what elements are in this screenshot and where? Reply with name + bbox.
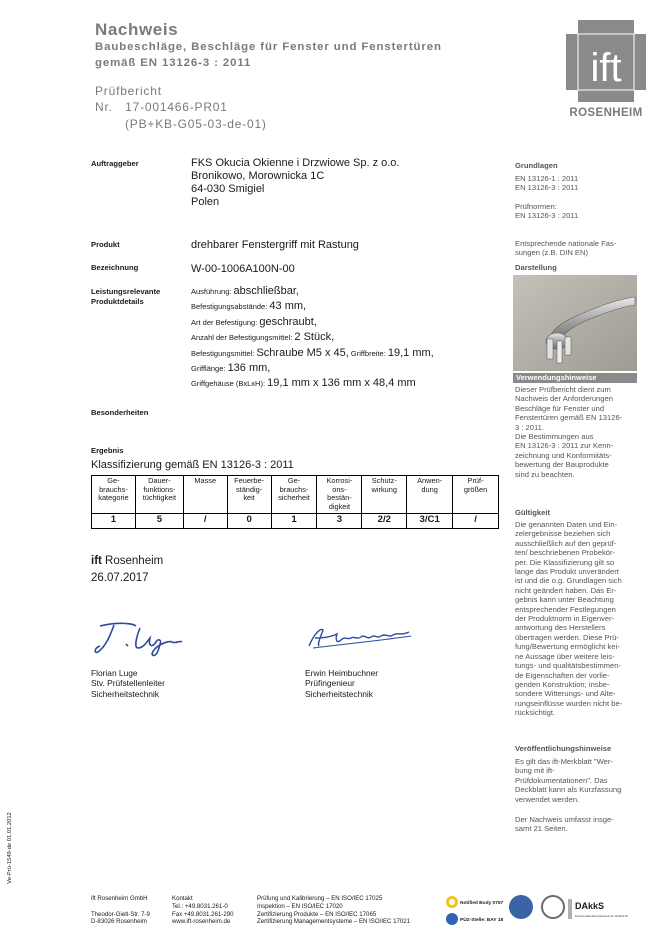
- sidebar-line: bung mit ift-: [515, 766, 555, 776]
- sidebar-line: Prüfdokumentationen". Das: [515, 775, 608, 785]
- performance-label-line: Produktdetails: [91, 297, 144, 306]
- sidebar-line: verwendet werden.: [515, 794, 580, 804]
- value-cell: 5: [135, 513, 183, 528]
- footer-line: Kontakt: [172, 895, 193, 902]
- issuer: [91, 555, 163, 567]
- header-cell: Dauer- funktions- tüchtigkeit: [135, 476, 183, 514]
- sidebar-line: ne Aussage über weitere leis-: [515, 651, 615, 661]
- sidebar-line: Die Bestimmungen aus: [515, 432, 594, 442]
- footer-line: www.ift-rosenheim.de: [172, 918, 231, 926]
- sidebar-line: Nachweis der Anforderungen: [515, 394, 613, 404]
- footer-line: Zertifizierung Managementsysteme – EN ISO/IEC 17021: [257, 918, 411, 926]
- header-cell: Masse: [183, 476, 227, 514]
- sidebar-line: zelergebnisse beziehen sich: [515, 529, 611, 539]
- sidebar-line: rungseinflüsse wurden nicht be-: [515, 698, 623, 708]
- art-value: geschraubt,: [259, 315, 317, 328]
- document-title: Nachweis: [95, 20, 179, 39]
- sidebar-line: Die genannten Daten und Ein-: [515, 520, 618, 529]
- sidebar-line: genden Konstruktion; insbe-: [515, 679, 610, 689]
- sidebar-line: Es gilt das ift-Merkblatt "Wer-: [515, 757, 613, 766]
- sidebar-line: Fenstertüren gemäß EN 13126-: [515, 413, 623, 423]
- sidebar-line: der Produktnorm in Eigenver-: [515, 614, 615, 624]
- anzahl-value: 2 Stück,: [294, 331, 335, 344]
- anzahl-label: Anzahl der Befestigungsmittel:: [191, 333, 293, 343]
- result-label: Ergebnis: [91, 446, 124, 455]
- designation-value: W-00-1006A100N-00: [191, 263, 295, 275]
- sidebar-line: fung/Bewertung ermöglicht kei-: [515, 642, 620, 652]
- product-value: drehbarer Fenstergriff mit Rastung: [191, 239, 359, 251]
- report-label: Prüfbericht: [95, 84, 162, 98]
- sidebar-line: per. Die Klassifizierung gilt so: [515, 557, 615, 567]
- notified-body-badge: [444, 890, 504, 930]
- signer-right: [305, 668, 378, 699]
- notified-body-text: Notified Body 0757: [460, 901, 504, 906]
- header-cell: Ge- brauchs- kategorie: [92, 476, 136, 514]
- sidebar-line: nicht geändert haben. Das Er-: [515, 585, 617, 595]
- sidebar-national: [515, 239, 616, 258]
- header-cell: Korrosi- ons- bestän- digkeit: [317, 476, 362, 514]
- footer-line: Prüfung und Kalibrierung – EN ISO/IEC 17025: [257, 895, 383, 902]
- header-cell: Schutz- wirkung: [362, 476, 407, 514]
- header-cell: Anwen- dung: [407, 476, 453, 514]
- dakks-badge: [568, 895, 628, 925]
- sidebar-verwendung: [515, 385, 622, 479]
- sidebar-line: de Eigenschaften der vorlie-: [515, 670, 610, 680]
- footer-address: [91, 895, 150, 926]
- footer-line: D-83026 Rosenheim: [91, 918, 147, 926]
- laenge-value: 136 mm,: [227, 362, 271, 375]
- value-cell: 1: [271, 513, 317, 528]
- laenge-label: Grifflänge:: [191, 364, 226, 374]
- footer-accreditation: [257, 895, 410, 926]
- value-cell: 2/2: [362, 513, 407, 528]
- sidebar-line: ten/ beschriebenen Probekör-: [515, 548, 616, 558]
- client-line: Bronikowo, Morownicka 1C: [191, 170, 325, 182]
- header-cell: Feuerbe- ständig- keit: [227, 476, 271, 514]
- signer-left: [91, 668, 165, 699]
- dakks-sub-text: Deutsche Akkreditierungsstelle D-PL-11149-01-00: [575, 915, 628, 918]
- sidebar-line: bewertung der Bauprodukte: [515, 460, 609, 470]
- sidebar-line: Deckblatt kann als Kurzfassung: [515, 785, 622, 795]
- mittel-value: Schraube M5 x 45,: [256, 346, 349, 359]
- logo-letters: ift: [590, 46, 622, 90]
- client-line: Polen: [191, 196, 220, 208]
- sidebar-line: EN 13126-3 : 2011: [515, 183, 579, 193]
- footer-line: Tel.: +49.8031.261-0: [172, 902, 228, 910]
- designation-label: Bezeichnung: [91, 263, 139, 272]
- sidebar-gueltigkeit-title: Gültigkeit: [515, 508, 551, 517]
- footer-line: Fax +49.8031.261-290: [172, 910, 234, 918]
- signature-right: [305, 622, 415, 657]
- footer-line: Zertifizierung Produkte – EN ISO/IEC 17065: [257, 910, 377, 918]
- sidebar-line: zeichnung und Konformitäts-: [515, 450, 612, 460]
- classification-value-row: [92, 513, 499, 528]
- product-photo: [513, 275, 637, 371]
- sidebar-line: Der Nachweis umfasst insge-: [515, 815, 614, 824]
- signer-right-role: Prüfingenieur: [305, 678, 355, 689]
- sidebar-line: samt 21 Seiten.: [515, 824, 568, 834]
- sidebar-line: EN 13126-1 : 2011: [515, 174, 579, 183]
- sidebar-umfang: [515, 815, 614, 834]
- sidebar-line: entsprechender Festlegungen: [515, 604, 616, 614]
- gehaeuse-label: Griffgehäuse (BxLxH):: [191, 379, 266, 389]
- special-label: Besonderheiten: [91, 408, 149, 417]
- signer-left-name: Florian Luge: [91, 668, 138, 678]
- sidebar-line: Prüfnormen:: [515, 202, 557, 211]
- footer-line: ift Rosenheim GmbH: [91, 895, 148, 902]
- sidebar-line: Beschläge für Fenster und: [515, 403, 605, 413]
- performance-label: [91, 287, 160, 307]
- signature-left: [92, 618, 212, 663]
- sidebar-line: lange das Produkt unverändert: [515, 567, 619, 577]
- classification-header-row: [92, 476, 499, 514]
- document-subtitle-2: gemäß EN 13126-3 : 2011: [95, 57, 252, 69]
- sidebar-line: ausschließlich auf den geprüf-: [515, 538, 617, 548]
- footer-line: Theodor-Gietl-Str. 7-9: [91, 910, 150, 918]
- cert-badge-icon: [541, 895, 565, 919]
- value-cell: /: [453, 513, 499, 528]
- ausfuehrung-label: Ausführung:: [191, 287, 232, 296]
- signer-right-name: Erwin Heimbuchner: [305, 668, 379, 678]
- product-label: Produkt: [91, 240, 120, 249]
- ilac-badge-icon: [509, 895, 533, 919]
- sidebar-darstellung-title: Darstellung: [515, 263, 557, 272]
- signer-left-role: Stv. Prüfstellenleiter: [91, 678, 165, 689]
- sidebar-grundlagen: [515, 174, 578, 193]
- footer-contact: [172, 895, 234, 926]
- issuer-city: Rosenheim: [101, 555, 164, 567]
- sidebar-line: 3 : 2011.: [515, 422, 544, 432]
- performance-details: [191, 284, 434, 392]
- logo-city: ROSENHEIM: [569, 107, 643, 119]
- value-cell: 3: [317, 513, 362, 528]
- sidebar-line: gebnis kann unter Beachtung: [515, 595, 614, 605]
- report-code: (PB+KB-G05-03-de-01): [125, 117, 267, 131]
- sidebar-veroeff: [515, 757, 621, 804]
- ift-logo: [566, 20, 646, 119]
- breite-value: 19,1 mm,: [387, 346, 434, 359]
- abstaende-label: Befestigungsabstände:: [191, 302, 268, 312]
- pzu-stelle-text: PÜZ-Stelle: BAY 18: [460, 918, 504, 923]
- art-label: Art der Befestigung:: [191, 317, 258, 327]
- client-line: 64-030 Smigiel: [191, 183, 265, 195]
- client-line: FKS Okucia Okienne i Drzwiowe Sp. z o.o.: [191, 157, 400, 169]
- sidebar-verwendung-title: Verwendungshinweise: [513, 373, 637, 383]
- sidebar-line: Entsprechende nationale Fas-: [515, 239, 617, 248]
- sidebar-line: sondere Witterungs- und Alte-: [515, 689, 616, 699]
- report-number: Nr. 17-001466-PR01: [95, 100, 228, 114]
- value-cell: 3/C1: [407, 513, 453, 528]
- sidebar-line: rücksichtigt.: [515, 708, 556, 718]
- abstaende-value: 43 mm,: [269, 300, 307, 313]
- sidebar-grundlagen-title: Grundlagen: [515, 161, 558, 170]
- value-cell: 1: [92, 513, 136, 528]
- classification-title: Klassifizierung gemäß EN 13126-3 : 2011: [91, 459, 294, 471]
- ausfuehrung-value: abschließbar,: [233, 285, 299, 297]
- issuer-brand: ift: [91, 555, 102, 567]
- client-label: Auftraggeber: [91, 159, 139, 168]
- mittel-label: Befestigungsmittel:: [191, 348, 255, 358]
- document-subtitle-1: Baubeschläge, Beschläge für Fenster und Fenstertüren: [95, 41, 442, 53]
- signer-left-dept: Sicherheitstechnik: [91, 688, 159, 699]
- side-form-code: Ve-Prü-1549-de 01.01.2012: [7, 812, 13, 884]
- classification-table: [91, 475, 499, 529]
- footer-spacer: [91, 903, 150, 911]
- value-cell: /: [183, 513, 227, 528]
- sidebar-line: EN 13126-3 : 2011: [515, 211, 579, 221]
- sidebar-line: antwortung des Herstellers: [515, 623, 606, 633]
- sidebar-line: sind zu beachten.: [515, 469, 575, 479]
- breite-label: Griffbreite:: [350, 348, 386, 358]
- sidebar-line: Dieser Prüfbericht dient zum: [515, 385, 611, 394]
- header-cell: Ge- brauchs- sicherheit: [271, 476, 317, 514]
- sidebar-line: ist und die o.g. Grundlagen sich: [515, 576, 622, 586]
- sidebar-gueltigkeit: [515, 520, 622, 718]
- sidebar-line: sungen (z.B. DIN EN): [515, 248, 589, 258]
- signer-right-dept: Sicherheitstechnik: [305, 688, 373, 699]
- sidebar-line: EN 13126-3 : 2011 zur Kenn-: [515, 441, 614, 451]
- sidebar-veroeff-title: Veröffentlichungshinweise: [515, 744, 612, 753]
- client-address: [191, 157, 399, 209]
- gehaeuse-value: 19,1 mm x 136 mm x 48,4 mm: [267, 377, 416, 390]
- performance-label-line: Leistungsrelevante: [91, 287, 161, 296]
- value-cell: 0: [227, 513, 271, 528]
- dakks-text: DAkkS: [575, 901, 605, 911]
- sidebar-pruefnormen: [515, 202, 578, 221]
- sidebar-line: übertragen werden. Diese Prü-: [515, 632, 619, 642]
- footer-line: Inspektion – EN ISO/IEC 17020: [257, 902, 343, 910]
- sidebar-line: tungs- und qualitätsbestimmen-: [515, 661, 621, 671]
- issue-date: 26.07.2017: [91, 572, 149, 584]
- header-cell: Prüf- größen: [453, 476, 499, 514]
